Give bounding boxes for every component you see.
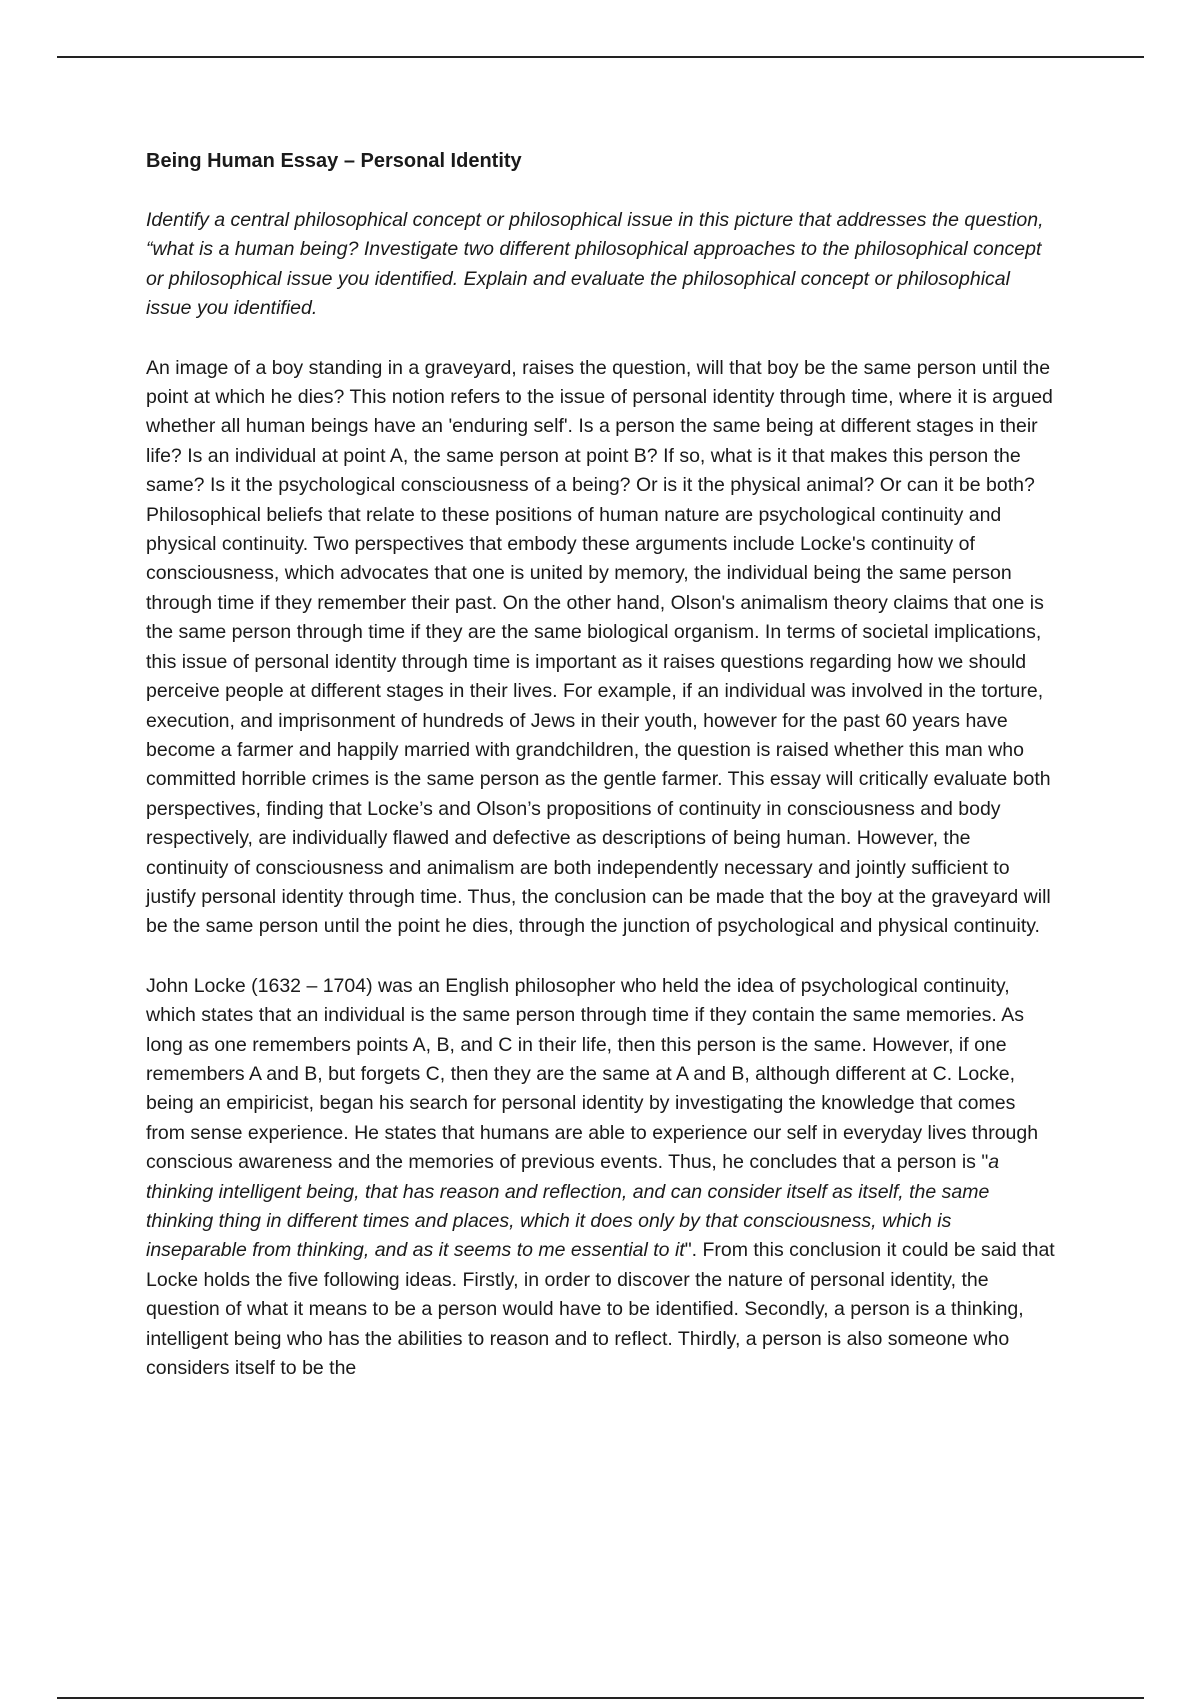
paragraph-introduction: An image of a boy standing in a graveyard, raises the question, will that boy be the same person until the point at which he dies? This notion refers to the issue of personal identity through time, where it is argued whether all human beings have an 'enduring self'. Is a person the same being at different stages in their life? Is an individual at point A, the same person at point B? If so, what is it that makes this person the same? Is it the psychological consciousness of a being? Or is it the physical animal? Or can it be both? Philosophical beliefs that relate to these positions of human nature are psychological continuity and physical continuity. Two perspectives that embody these arguments include Locke's continuity of consciousness, which advocates that one is united by memory, the individual being the same person through time if they remember their past. On the other hand, Olson's animalism theory claims that one is the same person through time if they are the same biological organism. In terms of societal implications, this issue of personal identity through time is important as it raises questions regarding how we should perceive people at different stages in their lives. For example, if an individual was involved in the torture, execution, and imprisonment of hundreds of Jews in their youth, however for the past 60 years have become a farmer and happily married with grandchildren, the question is raised whether this man who committed horrible crimes is the same person as the gentle farmer. This essay will critically evaluate both perspectives, finding that Locke’s and Olson’s propositions of continuity in consciousness and body respectively, are individually flawed and defective as descriptions of being human. However, the continuity of consciousness and animalism are both independently necessary and jointly sufficient to justify personal identity through time. Thus, the conclusion can be made that the boy at the graveyard will be the same person until the point he dies, through the junction of psychological and physical continuity. — [146, 356, 1053, 938]
footer-rule — [57, 1697, 1144, 1699]
paragraph-locke-text-end: ". From this conclusion it could be said that Locke holds the five following ideas. Firstly, in order to discover the nature of personal identity, the question of what it means to be a person would have to be identified. Secondly, a person is a thinking, intelligent being who has the abilities to reason and to reflect. Thirdly, a person is also someone who considers itself to be the — [146, 1239, 1055, 1380]
essay-prompt: Identify a central philosophical concept or philosophical issue in this picture that addresses the question, “what is a human being? Investigate two different philosophical approaches to the philosophical concept or philosophical issue you identified. Explain and evaluate the philosophical concept or philosophical issue you identified. — [146, 209, 1044, 320]
paragraph-locke — [146, 972, 1056, 1384]
header-rule — [57, 56, 1144, 58]
locke-quote: a thinking intelligent being, that has reason and reflection, and can consider itself as itself, the same thinking thing in different times and places, which it does only by that consciousness, which is inseparable from thinking, and as it seems to me essential to it — [146, 1151, 1000, 1262]
paragraph-locke-text-start: John Locke (1632 – 1704) was an English philosopher who held the idea of psychological continuity, which states that an individual is the same person through time if they contain the same memories. As long as one remembers points A, B, and C in their life, then this person is the same. However, if one remembers A and B, but forgets C, then they are the same at A and B, although different at C. Locke, being an empiricist, began his search for personal identity by investigating the knowledge that comes from sense experience. He states that humans are able to experience our self in everyday lives through conscious awareness and the memories of previous events. Thus, he concludes that a person is " — [146, 974, 1039, 1174]
document-title: Being Human Essay – Personal Identity — [146, 150, 522, 172]
document-body — [146, 146, 1056, 1413]
